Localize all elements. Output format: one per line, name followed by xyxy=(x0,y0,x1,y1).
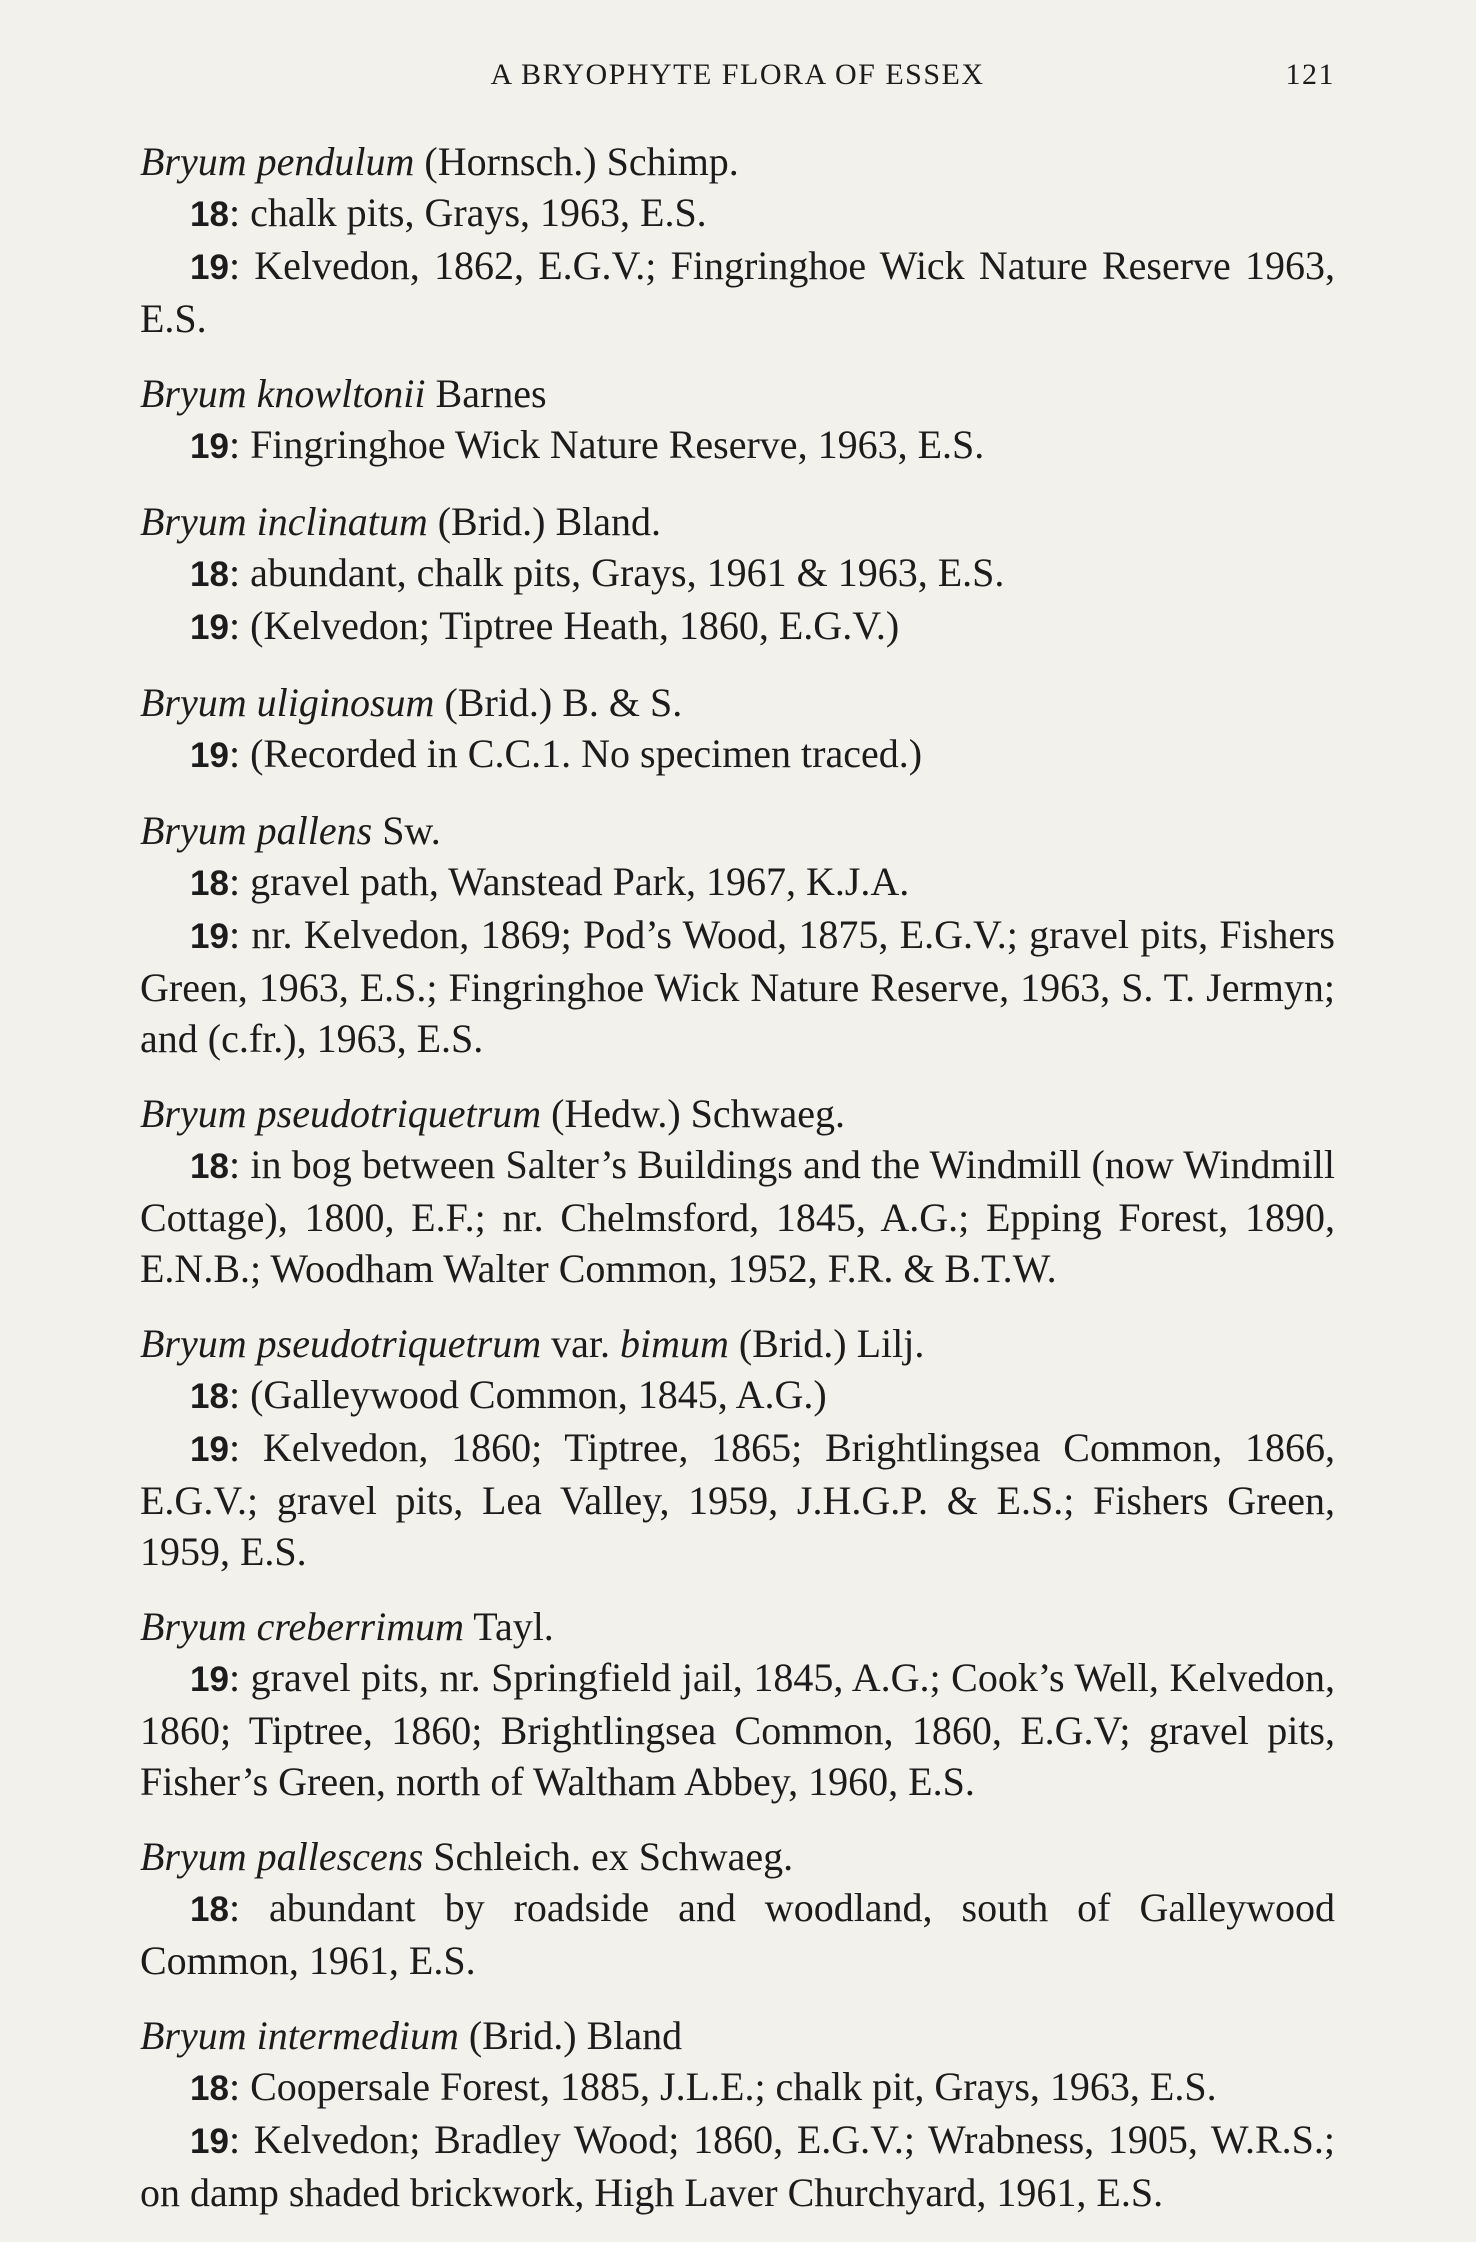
locality-record: 18: abundant, chalk pits, Grays, 1961 & 1963, E.S. xyxy=(190,550,1005,595)
species-entry xyxy=(140,677,1335,781)
species-list xyxy=(140,136,1335,2218)
record-text: gravel pits, nr. Springfield jail, 1845, A.G.; Cook’s Well, Kelvedon, 1860; Tiptree, 1860; Brightlingsea Common, 1860, E.G.V; gravel pits, Fisher’s Green, north of Waltham Abbey, 1960, E.S. xyxy=(140,1655,1335,1804)
species-authority: (Brid.) Bland xyxy=(468,2013,683,2058)
locality-record: 18: (Galleywood Common, 1845, A.G.) xyxy=(190,1372,827,1417)
species-authority: (Brid.) Lilj. xyxy=(738,1321,925,1366)
record-text: (Kelvedon; Tiptree Heath, 1860, E.G.V.) xyxy=(250,603,900,648)
species-heading xyxy=(140,1601,1335,1652)
species-authority: (Hornsch.) Schimp. xyxy=(424,139,739,184)
record-text: Kelvedon, 1862, E.G.V.; Fingringhoe Wick Nature Reserve 1963, E.S. xyxy=(140,243,1335,341)
locality-record: 18: Coopersale Forest, 1885, J.L.E.; chalk pit, Grays, 1963, E.S. xyxy=(190,2064,1217,2109)
document-page xyxy=(140,52,1335,2242)
species-entry xyxy=(140,368,1335,472)
locality-record: 18: abundant by roadside and woodland, south of Galleywood Common, 1961, E.S. xyxy=(140,1885,1335,1983)
vice-county-number: 18 xyxy=(190,1890,229,1929)
species-heading xyxy=(140,136,1335,187)
vice-county-number: 18 xyxy=(190,195,229,234)
vice-county-number: 19 xyxy=(190,1430,229,1469)
species-entry xyxy=(140,1831,1335,1986)
species-heading xyxy=(140,368,1335,419)
locality-record: 18: chalk pits, Grays, 1963, E.S. xyxy=(190,190,707,235)
vice-county-number: 18 xyxy=(190,2069,229,2108)
page-number: 121 xyxy=(1285,58,1335,91)
species-entry xyxy=(140,136,1335,344)
record-text: abundant by roadside and woodland, south of Galleywood Common, 1961, E.S. xyxy=(140,1885,1335,1983)
vice-county-number: 18 xyxy=(190,864,229,903)
locality-record: 19: Fingringhoe Wick Nature Reserve, 1963, E.S. xyxy=(190,422,985,467)
species-entry xyxy=(140,1601,1335,1807)
species-heading xyxy=(140,1318,1335,1369)
record-text: (Galleywood Common, 1845, A.G.) xyxy=(250,1372,827,1417)
record-text: (Recorded in C.C.1. No specimen traced.) xyxy=(250,731,923,776)
species-binomial: Bryum pallescens xyxy=(140,1834,424,1879)
locality-record: 19: Kelvedon, 1860; Tiptree, 1865; Brightlingsea Common, 1866, E.G.V.; gravel pits, Lea Valley, 1959, J.H.G.P. & E.S.; Fishers Green, 1959, E.S. xyxy=(140,1425,1335,1574)
species-authority: Tayl. xyxy=(473,1604,554,1649)
species-binomial: Bryum knowltonii xyxy=(140,371,426,416)
species-entry xyxy=(140,805,1335,1064)
species-authority: (Hedw.) Schwaeg. xyxy=(551,1091,846,1136)
species-heading xyxy=(140,2010,1335,2061)
species-binomial: Bryum pallens xyxy=(140,808,373,853)
vice-county-number: 19 xyxy=(190,736,229,775)
species-binomial: Bryum uliginosum xyxy=(140,680,435,725)
running-title: A BRYOPHYTE FLORA OF ESSEX xyxy=(490,58,985,91)
species-binomial: Bryum pseudotriquetrum var. bimum xyxy=(140,1321,729,1366)
record-text: chalk pits, Grays, 1963, E.S. xyxy=(250,190,707,235)
species-authority: (Brid.) Bland. xyxy=(437,499,662,544)
vice-county-number: 19 xyxy=(190,427,229,466)
species-authority: (Brid.) B. & S. xyxy=(444,680,683,725)
species-entry xyxy=(140,2010,1335,2218)
record-text: gravel path, Wanstead Park, 1967, K.J.A. xyxy=(250,859,910,904)
vice-county-number: 19 xyxy=(190,248,229,287)
species-heading xyxy=(140,1831,1335,1882)
species-heading xyxy=(140,805,1335,856)
vice-county-number: 19 xyxy=(190,608,229,647)
locality-record: 19: nr. Kelvedon, 1869; Pod’s Wood, 1875, E.G.V.; gravel pits, Fishers Green, 1963, E.S.; Fingringhoe Wick Nature Reserve, 1963, S. T. Jermyn; and (c.fr.), 1963, E.S. xyxy=(140,912,1335,1061)
vice-county-number: 18 xyxy=(190,1377,229,1416)
record-text: nr. Kelvedon, 1869; Pod’s Wood, 1875, E.G.V.; gravel pits, Fishers Green, 1963, E.S.; Fingringhoe Wick Nature Reserve, 1963, S. T. Jermyn; and (c.fr.), 1963, E.S. xyxy=(140,912,1335,1061)
vice-county-number: 18 xyxy=(190,555,229,594)
record-text: Fingringhoe Wick Nature Reserve, 1963, E.S. xyxy=(250,422,985,467)
species-binomial: Bryum inclinatum xyxy=(140,499,428,544)
vice-county-number: 19 xyxy=(190,917,229,956)
record-text: Kelvedon; Bradley Wood; 1860, E.G.V.; Wrabness, 1905, W.R.S.; on damp shaded brickwork, High Laver Churchyard, 1961, E.S. xyxy=(140,2117,1335,2215)
species-heading xyxy=(140,677,1335,728)
species-heading xyxy=(140,1088,1335,1139)
species-authority: Barnes xyxy=(435,371,547,416)
locality-record: 18: gravel path, Wanstead Park, 1967, K.J.A. xyxy=(190,859,910,904)
locality-record: 19: gravel pits, nr. Springfield jail, 1845, A.G.; Cook’s Well, Kelvedon, 1860; Tiptree, 1860; Brightlingsea Common, 1860, E.G.V; gravel pits, Fisher’s Green, north of Waltham Abbey, 1960, E.S. xyxy=(140,1655,1335,1804)
record-text: in bog between Salter’s Buildings and the Windmill (now Windmill Cottage), 1800, E.F.; nr. Chelmsford, 1845, A.G.; Epping Forest, 1890, E.N.B.; Woodham Walter Common, 1952, F.R. & B.T.W. xyxy=(140,1142,1335,1291)
vice-county-number: 18 xyxy=(190,1147,229,1186)
species-entry xyxy=(140,1318,1335,1577)
species-binomial: Bryum creberrimum xyxy=(140,1604,465,1649)
record-text: Kelvedon, 1860; Tiptree, 1865; Brightlingsea Common, 1866, E.G.V.; gravel pits, Lea Valley, 1959, J.H.G.P. & E.S.; Fishers Green, 1959, E.S. xyxy=(140,1425,1335,1574)
locality-record: 19: (Kelvedon; Tiptree Heath, 1860, E.G.V.) xyxy=(190,603,900,648)
locality-record: 19: Kelvedon, 1862, E.G.V.; Fingringhoe Wick Nature Reserve 1963, E.S. xyxy=(140,243,1335,341)
species-authority: Schleich. ex Schwaeg. xyxy=(433,1834,794,1879)
running-head xyxy=(140,52,1335,112)
species-authority: Sw. xyxy=(382,808,441,853)
vice-county-number: 19 xyxy=(190,1660,229,1699)
locality-record: 19: Kelvedon; Bradley Wood; 1860, E.G.V.; Wrabness, 1905, W.R.S.; on damp shaded brickwork, High Laver Churchyard, 1961, E.S. xyxy=(140,2117,1335,2215)
species-entry xyxy=(140,1088,1335,1294)
vice-county-number: 19 xyxy=(190,2122,229,2161)
species-binomial: Bryum pseudotriquetrum xyxy=(140,1091,542,1136)
species-binomial: Bryum pendulum xyxy=(140,139,415,184)
species-entry xyxy=(140,496,1335,653)
locality-record: 19: (Recorded in C.C.1. No specimen traced.) xyxy=(190,731,923,776)
record-text: Coopersale Forest, 1885, J.L.E.; chalk pit, Grays, 1963, E.S. xyxy=(250,2064,1217,2109)
species-heading xyxy=(140,496,1335,547)
locality-record: 18: in bog between Salter’s Buildings and the Windmill (now Windmill Cottage), 1800, E.F.; nr. Chelmsford, 1845, A.G.; Epping Forest, 1890, E.N.B.; Woodham Walter Common, 1952, F.R. & B.T.W. xyxy=(140,1142,1335,1291)
record-text: abundant, chalk pits, Grays, 1961 & 1963, E.S. xyxy=(250,550,1005,595)
species-binomial: Bryum intermedium xyxy=(140,2013,459,2058)
